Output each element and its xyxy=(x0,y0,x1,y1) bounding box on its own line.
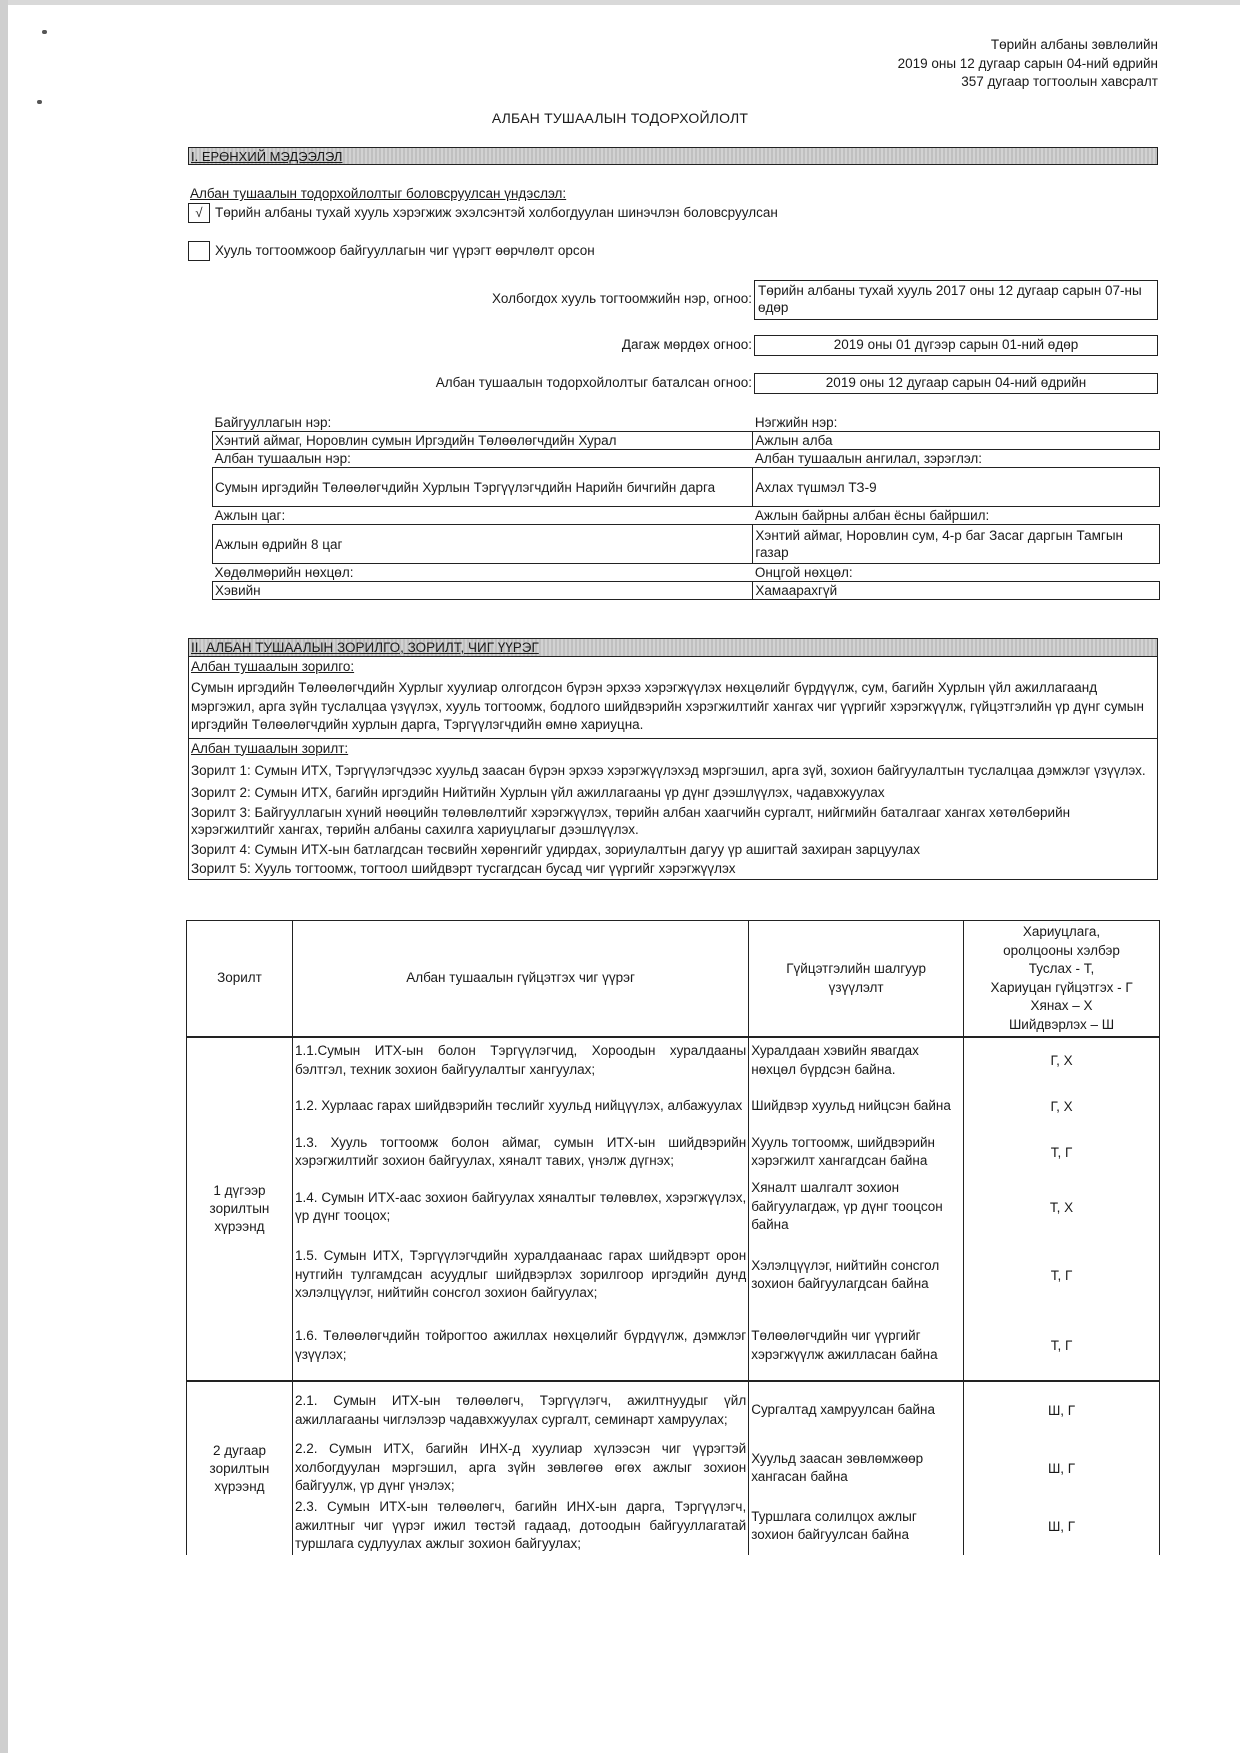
header-goal: Зорилт xyxy=(187,921,293,1038)
section2-block xyxy=(188,638,1158,880)
attachment-note xyxy=(898,36,1158,92)
criteria-cell: Хууль тогтоомж, шийдвэрийн хэрэгжилт хангагдсан байна xyxy=(749,1129,964,1175)
basis-checkbox-2[interactable] xyxy=(188,241,210,261)
scan-edge-left xyxy=(0,0,8,1753)
org-name-value: Хэнтий аймаг, Норовлин сумын Иргэдийн Төлөөлөгчдийн Хурал xyxy=(213,432,753,450)
attachment-line: Төрийн албаны зөвлөлийн xyxy=(990,37,1158,52)
header-form-line: Туслах - Т, xyxy=(1028,961,1095,976)
related-law-label: Холбогдох хууль тогтоомжийн нэр, огноо: xyxy=(492,291,752,306)
approved-date-value: 2019 оны 12 дугаар сарын 04-ний өдрийн xyxy=(754,373,1158,394)
scan-speck xyxy=(42,30,47,34)
section2-header xyxy=(189,639,1157,657)
goal-label: 2 дугаар зорилтын хүрээнд xyxy=(209,1442,270,1494)
purpose-text: Сумын иргэдийн Төлөөлөгчдийн Хурлыг хуулиар олгогдсон бүрэн эрхээ хэрэгжүүлэх нөхцөлийг бүрдүүлж, сум, багийн Хурлын үйл ажиллагаанд мэргэжил, арга зүйн туслалцаа үзүүлэх, хууль тогтоомж, бодлого шийдвэрийн хэрэгжилтийг хангах чиг үүргийг хэрэгжүүлж, гүйцэтгэлийн үр дүнг сумын иргэдийн Төлөөлөгчдийн хурлын дарга, Тэргүүлэгчдийн өмнө хариуцна. xyxy=(189,676,1157,739)
duty-cell: 2.2. Сумын ИТХ, багийн ИНХ-д хуулиар хүлээсэн чиг үүрэгтэй холбогдуулан мэргэшил, арга зүйн зөвлөгөө өгөх ажлыг зохион байгуулж, үр дүнг үнэлэх; xyxy=(292,1439,748,1497)
form-cell: Ш, Г xyxy=(964,1439,1160,1497)
form-cell: Т, Г xyxy=(964,1239,1160,1311)
location-label: Ажлын байрны албан ёсны байршил: xyxy=(754,508,990,523)
objective-item: Зорилт 4: Сумын ИТХ-ын батлагдсан төсвийн хөрөнгийг удирдах, зориулалтын дагуу үр ашигтай захиран зарцуулах xyxy=(191,841,920,857)
section2-heading: II. АЛБАН ТУШААЛЫН ЗОРИЛГО, ЗОРИЛТ, ЧИГ ҮҮРЭГ xyxy=(191,640,539,655)
duties-table xyxy=(186,920,1160,1555)
header-criteria xyxy=(749,921,964,1038)
scan-edge-top xyxy=(0,0,1240,5)
objectives-label-row xyxy=(189,739,1157,761)
document-title: АЛБАН ТУШААЛЫН ТОДОРХОЙЛОЛТ xyxy=(491,110,749,126)
purpose-label-row xyxy=(189,657,1157,676)
position-class-label: Албан тушаалын ангилал, зэрэглэл: xyxy=(754,451,983,466)
objective-item: Зорилт 3: Байгууллагын хүний нөөцийн төлөвлөлтийг хэрэгжүүлэх, төрийн албан хаагчийн сургалт, нийгмийн баталгааг хангах хөтөлбөрийн хэрэгжилтийг хангах, төрийн албаны сахилга хариуцлагыг дээшлүүлэх. xyxy=(191,804,1071,837)
form-cell: Ш, Г xyxy=(964,1497,1160,1555)
duty-cell: 1.3. Хууль тогтоомж болон аймаг, сумын ИТХ-ын шийдвэрийн хэрэгжилтийг зохион байгуулах, хяналт тавих, үнэлж дүгнэх; xyxy=(292,1129,748,1175)
basis-checkbox-1[interactable]: √ xyxy=(188,203,210,223)
form-cell: Т, Х xyxy=(964,1175,1160,1239)
special-cond-label: Онцгой нөхцөл: xyxy=(754,565,853,580)
special-cond-value: Хамаарахгүй xyxy=(753,582,1160,600)
objective-item: Зорилт 5: Хууль тогтоомж, тогтоол шийдвэрт тусгагдсан бусад чиг үүргийг хэрэгжүүлэх xyxy=(191,861,736,876)
form-cell: Т, Г xyxy=(964,1129,1160,1175)
attachment-line: 2019 оны 12 дугаар сарын 04-ний өдрийн xyxy=(897,55,1158,71)
criteria-cell: Хуульд заасан зөвлөмжөөр хангасан байна xyxy=(749,1439,964,1497)
unit-name-label: Нэгжийн нэр: xyxy=(754,415,838,430)
work-hours-value: Ажлын өдрийн 8 цаг xyxy=(213,525,753,564)
header-form-line: Шийдвэрлэх – Ш xyxy=(1008,1016,1115,1032)
org-name-label: Байгууллагын нэр: xyxy=(214,415,332,430)
section1-heading: I. ЕРӨНХИЙ МЭДЭЭЛЭЛ xyxy=(191,149,343,164)
duty-cell: 1.4. Сумын ИТХ-аас зохион байгуулах хяналтыг төлөвлөх, хэрэгжүүлэх, үр дүнг тооцох; xyxy=(292,1175,748,1239)
unit-name-value: Ажлын алба xyxy=(753,432,1160,450)
basis-label: Албан тушаалын тодорхойлолтыг боловсруулсан үндэслэл: xyxy=(190,186,567,201)
goal-cell xyxy=(187,1037,293,1381)
form-cell: Г, Х xyxy=(964,1037,1160,1083)
criteria-cell: Шийдвэр хуульд нийцсэн байна xyxy=(749,1083,964,1129)
effective-date-value: 2019 оны 01 дүгээр сарын 01-ний өдөр xyxy=(754,335,1158,356)
form-cell: Т, Г xyxy=(964,1311,1160,1381)
header-form-line: Хариуцан гүйцэтгэх - Г xyxy=(990,979,1133,995)
position-class-value: Ахлах түшмэл ТЗ-9 xyxy=(753,468,1160,507)
duty-cell: 1.6. Төлөөлөгчдийн тойрогтоо ажиллах нөхцөлийг бүрдүүлж, дэмжлэг үзүүлэх; xyxy=(292,1311,748,1381)
labor-cond-value: Хэвийн xyxy=(213,582,753,600)
criteria-cell: Төлөөлөгчдийн чиг үүргийг хэрэгжүүлж ажилласан байна xyxy=(749,1311,964,1381)
header-duty: Албан тушаалын гүйцэтгэх чиг үүрэг xyxy=(292,921,748,1038)
scan-speck xyxy=(37,100,42,104)
goal-cell xyxy=(187,1381,293,1555)
basis-option-1-label: Төрийн албаны тухай хууль хэрэгжиж эхэлсэнтэй холбогдуулан шинэчлэн боловсруулсан xyxy=(215,205,778,220)
section1-header xyxy=(188,147,1158,165)
header-form xyxy=(964,921,1160,1038)
goal-label: 1 дүгээр зорилтын хүрээнд xyxy=(209,1183,270,1234)
objective-item: Зорилт 2: Сумын ИТХ, багийн иргэдийн Нийтийн Хурлын үйл ажиллагааны үр дүнг дээшлүүлэх, чадавхжуулах xyxy=(191,785,885,800)
position-name-label: Албан тушаалын нэр: xyxy=(214,451,351,466)
form-cell: Г, Х xyxy=(964,1083,1160,1129)
location-value: Хэнтий аймаг, Норовлин сум, 4-р баг Засаг даргын Тамгын газар xyxy=(753,525,1160,564)
criteria-cell: Сургалтад хамруулсан байна xyxy=(749,1381,964,1439)
duty-cell: 1.1.Сумын ИТХ-ын болон Тэргүүлэгчид, Хороодын хуралдааны бэлтгэл, техник зохион байгуулалтыг хангуулах; xyxy=(292,1037,748,1083)
header-form-line: Хариуцлага, оролцооны хэлбэр xyxy=(1003,924,1120,958)
duty-cell: 1.5. Сумын ИТХ, Тэргүүлэгчдийн хуралдаанаас гарах шийдвэрт орон нутгийн тулгамдсан асуудлыг шийдвэрлэх зорилгоор иргэдийн дунд хэлэлцүүлэг, нийтийн сонсгол зохион байгуулах; xyxy=(292,1239,748,1311)
duty-cell: 1.2. Хурлаас гарах шийдвэрийн төслийг хуульд нийцүүлэх, албажуулах xyxy=(292,1083,748,1129)
purpose-label: Албан тушаалын зорилго: xyxy=(191,659,355,674)
objectives-label: Албан тушаалын зорилт: xyxy=(191,740,349,756)
form-cell: Ш, Г xyxy=(964,1381,1160,1439)
criteria-cell: Хуралдаан хэвийн явагдах нөхцөл бүрдсэн байна. xyxy=(749,1037,964,1083)
criteria-cell: Хяналт шалгалт зохион байгуулагдаж, үр дүнг тооцсон байна xyxy=(749,1175,964,1239)
basis-option-2-label: Хууль тогтоомжоор байгууллагын чиг үүрэгт өөрчлөлт орсон xyxy=(215,243,595,258)
attachment-line: 357 дугаар тогтоолын хавсралт xyxy=(961,74,1158,89)
work-hours-label: Ажлын цаг: xyxy=(214,508,286,523)
duty-cell: 2.1. Сумын ИТХ-ын төлөөлөгч, Тэргүүлэгч, ажилтнуудыг үйл ажиллагааны чиглэлээр чадавхжуулах сургалт, семинарт хамруулах; xyxy=(292,1381,748,1439)
position-name-value: Сумын иргэдийн Төлөөлөгчдийн Хурлын Тэргүүлэгчдийн Нарийн бичгийн дарга xyxy=(213,468,753,507)
approved-date-label: Албан тушаалын тодорхойлолтыг баталсан огноо: xyxy=(435,375,752,390)
effective-date-label: Дагаж мөрдөх огноо: xyxy=(621,337,752,352)
header-form-line: Хянах – Х xyxy=(1030,998,1093,1013)
duty-cell: 2.3. Сумын ИТХ-ын төлөөлөгч, багийн ИНХ-ын дарга, Тэргүүлэгч, ажилтныг чиг үүрэг ижил төстэй гадаад, дотоодын байгууллагатай туршлага судлуулах ажлыг зохион байгуулах; xyxy=(292,1497,748,1555)
header-criteria-text: Гүйцэтгэлийн шалгуур үзүүлэлт xyxy=(786,961,927,995)
criteria-cell: Туршлага солилцох ажлыг зохион байгуулсан байна xyxy=(749,1497,964,1555)
criteria-cell: Хэлэлцүүлэг, нийтийн сонсгол зохион байгуулагдсан байна xyxy=(749,1239,964,1311)
labor-cond-label: Хөдөлмөрийн нөхцөл: xyxy=(214,565,354,580)
objective-item: Зорилт 1: Сумын ИТХ, Тэргүүлэгчдээс хуульд заасан бүрэн эрхээ хэрэгжүүлэхэд мэргэшил, арга зүй, зохион байгуулалтын туслалцаа дэмжлэг үзүүлэх. xyxy=(191,762,1146,778)
related-law-value: Төрийн албаны тухай хууль 2017 оны 12 дугаар сарын 07-ны өдөр xyxy=(754,280,1158,320)
general-info-table xyxy=(212,414,1160,600)
